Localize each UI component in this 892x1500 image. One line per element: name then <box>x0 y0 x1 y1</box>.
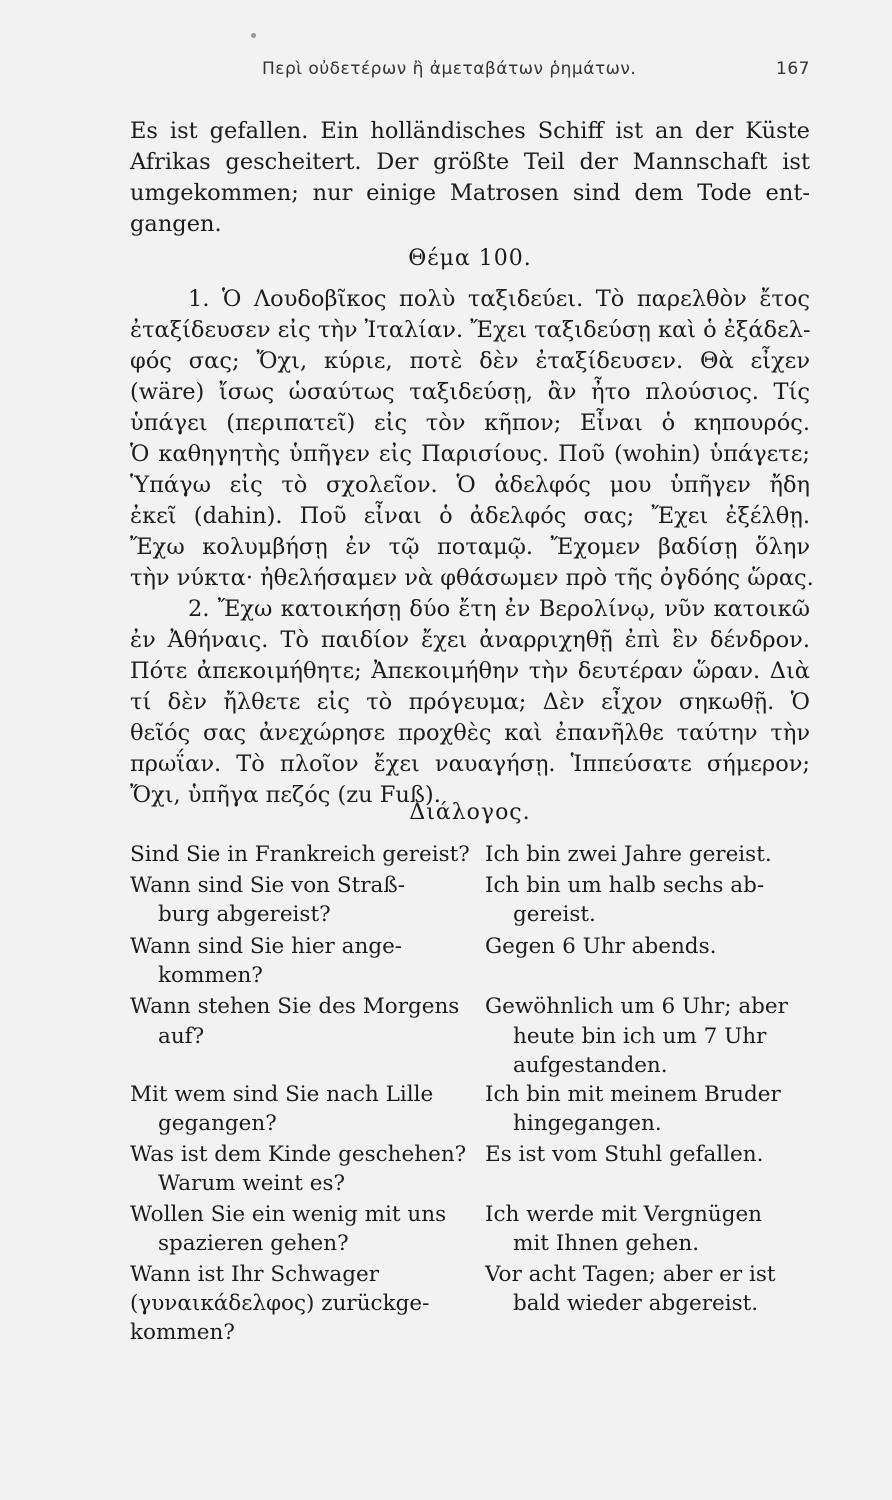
text-line: Πότε ἀπεκοιμήθητε; Ἀπεκοιμήθην τὴν δευτέραν ὥραν. Διὰ <box>130 658 810 684</box>
dialog-question: Wann ist Ihr Schwager <box>130 1262 380 1287</box>
text-line: πρωΐαν. Τὸ πλοῖον ἔχει ναυαγήσῃ. Ἱππεύσατε σήμερον; <box>130 751 810 777</box>
dialog-question: Mit wem sind Sie nach Lille <box>130 1082 434 1107</box>
dialog-answer: Ich bin zwei Jahre gereist. <box>485 842 772 867</box>
dialog-answer: Gegen 6 Uhr abends. <box>485 934 717 959</box>
text-line: τί δὲν ἤλθετε εἰς τὸ πρόγευμα; Δὲν εἶχον σηκωθῇ. Ὁ <box>130 689 810 715</box>
text-line: Ὁ καθηγητὴς ὑπῆγεν εἰς Παρισίους. Ποῦ (wohin) ὑπάγετε; <box>130 441 810 467</box>
dialog-answer: heute bin ich um 7 Uhr <box>513 1024 767 1049</box>
text-line: 2. Ἔχω κατοικήσῃ δύο ἔτη ἐν Βερολίνῳ, νῦν κατοικῶ <box>188 596 810 622</box>
dialog-question: gegangen? <box>158 1111 277 1136</box>
dialog-question: Sind Sie in Frankreich gereist? <box>130 842 470 867</box>
text-line: θεῖός σας ἀνεχώρησε προχθὲς καὶ ἐπανῆλθε ταύτην τὴν <box>130 720 810 746</box>
dialog-answer: gereist. <box>513 902 596 927</box>
text-line: Ὄχι, ὑπῆγα πεζός (zu Fuß). <box>130 782 441 808</box>
text-line: Es ist gefallen. Ein holländisches Schiff ist an der Küste <box>130 118 810 144</box>
running-header <box>130 59 810 89</box>
page-number: 167 <box>776 59 810 79</box>
dialog-question: spazieren gehen? <box>158 1231 349 1256</box>
dialog-heading: Διάλογος. <box>409 800 531 825</box>
dialog-answer: Es ist vom Stuhl gefallen. <box>485 1142 764 1167</box>
print-speck <box>251 33 256 38</box>
text-line: gangen. <box>130 211 222 237</box>
dialog-answer: Vor acht Tagen; aber er ist <box>485 1262 776 1287</box>
dialog-question: Wann sind Sie von Straß- <box>130 873 405 898</box>
dialog-question: auf? <box>158 1024 205 1049</box>
dialog-answer: bald wieder abgereist. <box>513 1291 759 1316</box>
text-line: 1. Ὁ Λουδοβῖκος πολὺ ταξιδεύει. Τὸ παρελθὸν ἔτος <box>188 286 810 312</box>
header-title: Περὶ οὐδετέρων ἢ ἀμεταβάτων ῥημάτων. <box>262 59 637 79</box>
text-line: ἐκεῖ (dahin). Ποῦ εἶναι ὁ ἀδελφός σας; Ἔχει ἐξέλθῃ. <box>130 503 810 529</box>
dialog-answer: aufgestanden. <box>513 1053 668 1078</box>
dialog-question: kommen? <box>130 1320 235 1345</box>
dialog-question: Was ist dem Kinde geschehen? <box>130 1142 467 1167</box>
text-line: τὴν νύκτα· ἠθελήσαμεν νὰ φθάσωμεν πρὸ τῆς ὀγδόης ὥρας. <box>130 565 814 591</box>
dialog-answer: Ich bin um halb sechs ab- <box>485 873 765 898</box>
text-line: φός σας; Ὄχι, κύριε, ποτὲ δὲν ἐταξίδευσεν. Θὰ εἶχεν <box>130 348 810 374</box>
dialog-question: burg abgereist? <box>158 902 331 927</box>
text-line: umgekommen; nur einige Matrosen sind dem Tode ent- <box>130 180 810 206</box>
text-line: Afrikas gescheitert. Der größte Teil der Mannschaft ist <box>130 149 810 175</box>
text-line: ἐν Ἀθήναις. Τὸ παιδίον ἔχει ἀναρριχηθῇ ἐπὶ ἓν δένδρον. <box>130 627 810 653</box>
dialog-question: Wollen Sie ein wenig mit uns <box>130 1202 447 1227</box>
dialog-answer: Ich werde mit Vergnügen <box>485 1202 763 1227</box>
text-line: ὑπάγει (περιπατεῖ) εἰς τὸν κῆπον; Εἶναι ὁ κηπουρός. <box>130 410 810 436</box>
dialog-question: kommen? <box>158 963 263 988</box>
thema-heading: Θέμα 100. <box>408 246 532 271</box>
text-line: ἐταξίδευσεν εἰς τὴν Ἰταλίαν. Ἔχει ταξιδεύσῃ καὶ ὁ ἐξάδελ- <box>130 317 811 343</box>
dialog-answer: mit Ihnen gehen. <box>513 1231 700 1256</box>
dialog-question: Wann stehen Sie des Morgens <box>130 994 460 1019</box>
text-line: Ἔχω κολυμβήσῃ ἐν τῷ ποταμῷ. Ἔχομεν βαδίσῃ ὅλην <box>130 534 810 560</box>
dialog-question: Wann sind Sie hier ange- <box>130 934 403 959</box>
dialog-answer: Gewöhnlich um 6 Uhr; aber <box>485 994 788 1019</box>
dialog-answer: hingegangen. <box>513 1111 662 1136</box>
dialog-question: Warum weint es? <box>158 1171 346 1196</box>
dialog-answer: Ich bin mit meinem Bruder <box>485 1082 781 1107</box>
text-line: Ὑπάγω εἰς τὸ σχολεῖον. Ὁ ἀδελφός μου ὑπῆγεν ἤδη <box>130 472 810 498</box>
dialog-question: (γυναικάδελφος) zurückge- <box>130 1291 430 1316</box>
text-line: (wäre) ἴσως ὡσαύτως ταξιδεύσῃ, ἂν ἦτο πλούσιος. Τίς <box>130 379 810 405</box>
